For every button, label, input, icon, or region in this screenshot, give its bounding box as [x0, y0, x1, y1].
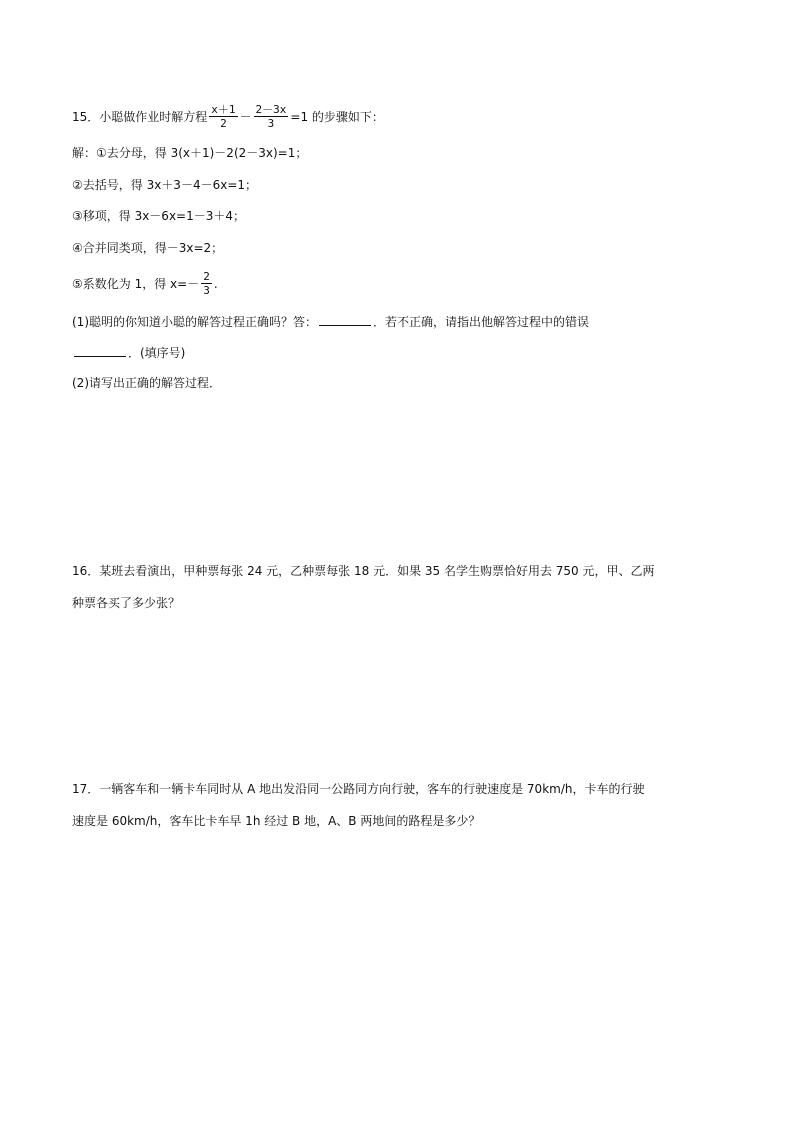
q15-step2: ②去括号，得 3x＋3－4－6x=1；: [72, 178, 258, 192]
q15-part1: [72, 314, 589, 328]
fraction-denominator: 2: [220, 117, 227, 130]
q15-part2: (2)请写出正确的解答过程．: [72, 376, 221, 390]
q15-part1-question: (1)聪明的你知道小聪的解答过程正确吗？答：: [72, 315, 317, 329]
fraction-denominator: 3: [267, 117, 275, 130]
q15-step5-suffix: .: [213, 277, 218, 291]
fraction-numerator: x＋1: [211, 103, 236, 116]
q15-intro: [72, 104, 384, 131]
q17-line1: 17．一辆客车和一辆卡车同时从 A 地出发沿同一公路同方向行驶，客车的行驶速度是 70km/h，卡车的行驶: [72, 782, 645, 796]
answer-blank-1[interactable]: [319, 314, 371, 326]
q15-part1-followup: ．若不正确，请指出他解答过程中的错误: [373, 315, 590, 329]
q15-step5: [72, 271, 218, 298]
q17-line2: 速度是 60km/h，客车比卡车早 1h 经过 B 地，A、B 两地间的路程是多少？: [72, 814, 481, 828]
q15-step5-prefix: ⑤系数化为 1，得 x=－: [72, 277, 200, 291]
minus-sign: －: [239, 110, 252, 124]
fraction-numerator: 2: [203, 270, 210, 283]
fraction-denominator: 3: [203, 284, 210, 297]
fraction-2-over-3: [201, 270, 212, 297]
answer-blank-2[interactable]: [74, 345, 126, 357]
q15-part1-hint: ．(填序号): [128, 346, 186, 360]
fraction-numerator: 2－3x: [255, 103, 287, 116]
q16-line1: 16．某班去看演出，甲种票每张 24 元，乙种票每张 18 元．如果 35 名学生购票恰好用去 750 元，甲、乙两: [72, 564, 655, 578]
fraction-x-plus-1-over-2: [209, 103, 237, 130]
q15-step3: ③移项，得 3x－6x=1－3＋4；: [72, 209, 246, 223]
fraction-2-minus-3x-over-3: [254, 103, 289, 130]
q15-step4: ④合并同类项，得－3x=2；: [72, 241, 224, 255]
q15-intro-prefix: 15．小聪做作业时解方程: [72, 110, 208, 124]
q15-step1: 解：①去分母，得 3(x＋1)－2(2－3x)=1；: [72, 146, 308, 160]
q16-line2: 种票各买了多少张？: [72, 596, 181, 610]
q15-part1-cont: [72, 345, 185, 359]
q15-intro-suffix: =1 的步骤如下：: [290, 110, 384, 124]
